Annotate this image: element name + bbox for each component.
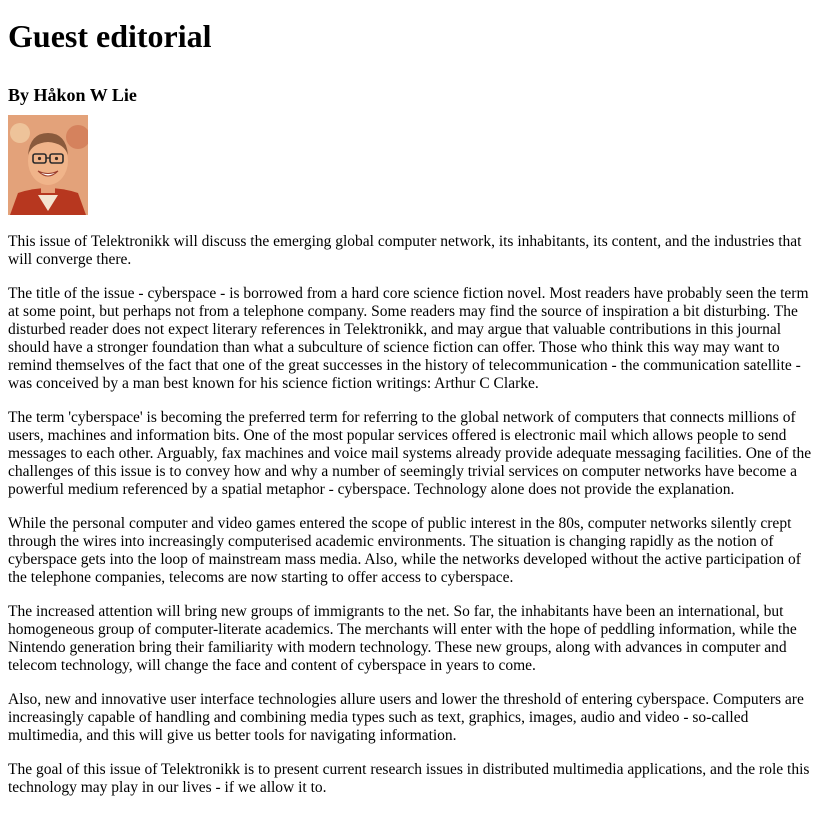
author-portrait	[8, 115, 88, 215]
paragraph: The title of the issue - cyberspace - is borrowed from a hard core science fiction novel. Most readers have probably seen the term at some point, but perhaps not from a telephone company. Some readers may find the source of inspiration a bit disturbing. The disturbed reader does not expect literary references in Telektronikk, and may argue that valuable contributions in this journal should have a stronger foundation than what a subculture of science fiction can offer. Those who think this way may want to remind themselves of the fact that one of the great successes in the history of telecommunication - the communication satellite - was conceived by a man best known for his science fiction writings: Arthur C Clarke.	[8, 285, 809, 392]
paragraph: Also, new and innovative user interface technologies allure users and lower the threshold of entering cyberspace. Computers are increasingly capable of handling and combining media types such as text, graphics, images, audio and video - so-called multimedia, and this will give us better tools for navigating information.	[8, 691, 804, 744]
paragraph: The goal of this issue of Telektronikk is to present current research issues in distributed multimedia applications, and the role this technology may play in our lives - if we allow it to.	[8, 761, 810, 796]
author-byline: By Håkon W Lie	[8, 85, 137, 105]
paragraph: The increased attention will bring new groups of immigrants to the net. So far, the inhabitants have been an international, but homogeneous group of computer-literate academics. The merchants will enter with the hope of peddling information, while the Nintendo generation bring their familiarity with modern technology. These new groups, along with advances in computer and telecom technology, will change the face and content of cyberspace in years to come.	[8, 603, 797, 674]
paragraph: While the personal computer and video games entered the scope of public interest in the 80s, computer networks silently crept through the wires into increasingly computerised academic environments. The situation is changing rapidly as the notion of cyberspace gets into the loop of mainstream mass media. Also, while the networks developed without the active participation of the telephone companies, telecoms are now starting to offer access to cyberspace.	[8, 515, 801, 586]
paragraph: This issue of Telektronikk will discuss the emerging global computer network, its inhabitants, its content, and the industries that will converge there.	[8, 233, 802, 268]
page-title: Guest editorial	[8, 18, 212, 54]
article-body	[8, 233, 822, 797]
paragraph: The term 'cyberspace' is becoming the preferred term for referring to the global network of computers that connects millions of users, machines and information bits. One of the most popular services offered is electronic mail which allows people to send messages to each other. Arguably, fax machines and voice mail systems already provide adequate messaging facilities. One of the challenges of this issue is to convey how and why a number of seemingly trivial services on computer networks have become a powerful medium referenced by a spatial metaphor - cyberspace. Technology alone does not provide the explanation.	[8, 409, 812, 498]
